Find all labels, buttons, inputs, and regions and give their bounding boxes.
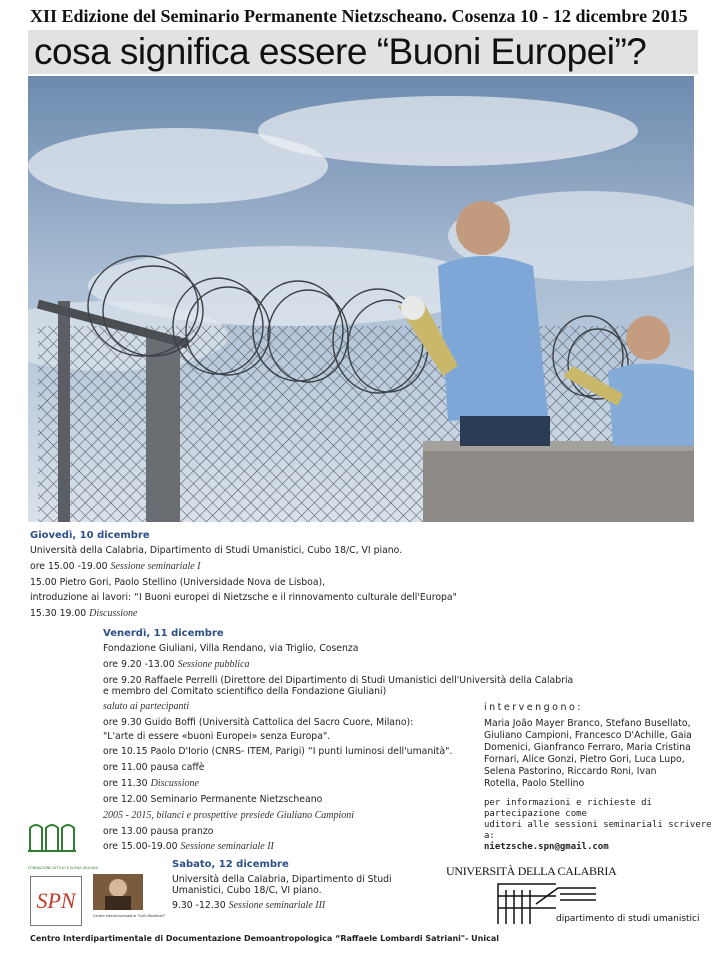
day2-seminario: ore 12.00 Seminario Permanente Nietzscheano xyxy=(103,794,323,805)
day2-public-session xyxy=(103,659,250,671)
day2-discussion-time: ore 11.30 xyxy=(103,778,148,789)
day2-public-time: ore 9.20 -13.00 xyxy=(103,659,175,670)
edition-title: XII Edizione del Seminario Permanente Nietzscheano. Cosenza 10 - 12 dicembre 2015 xyxy=(30,6,688,26)
day2-boffi-title: "L'arte di essere «buoni Europei» senza Europa". xyxy=(103,731,331,742)
day2-perrelli: ore 9.20 Raffaele Perrelli (Direttore del Dipartimento di Studi Umanistici dell'Università della Calabria xyxy=(103,675,574,686)
speakers-list xyxy=(484,718,692,790)
day2-boffi: ore 9.30 Guido Boffi (Università Cattolica del Sacro Cuore, Milano): xyxy=(103,717,414,728)
day3-date: Sabato, 12 dicembre xyxy=(172,859,289,870)
info-line2: uditori alle sessioni seminariali scrivere a: xyxy=(484,820,712,841)
day3-venue-line2: Umanistici, Cubo 18/C, VI piano. xyxy=(172,885,322,896)
day2-bilanci-text: 2005 - 2015, bilanci e prospettive xyxy=(103,810,238,821)
day2-venue: Fondazione Giuliani, Villa Rendano, via Triglio, Cosenza xyxy=(103,643,359,654)
centro-colli-montinari-text: Centro Interuniversitario "Colli-Montinari" xyxy=(93,914,166,918)
day1-date: Giovedì, 10 dicembre xyxy=(30,530,150,541)
speakers-line: Giuliano Campioni, Francesco D'Achille, Gaia xyxy=(484,730,692,741)
day2-session2-time: ore 15.00-19.00 xyxy=(103,841,178,852)
dipartimento-text: dipartimento di studi umanistici xyxy=(556,914,700,924)
info-block xyxy=(484,798,720,853)
fondazione-giuliani-logo xyxy=(28,820,98,870)
spn-logo-text: SPN xyxy=(36,888,76,913)
day1-talk-title: introduzione ai lavori: “I Buoni europei di Nietzsche e il rinnovamento culturale dell'Europa" xyxy=(30,592,457,603)
day2-public-label: Sessione pubblica xyxy=(177,659,250,670)
day1-discussion xyxy=(30,608,138,620)
day2-lunch: ore 13.00 pausa pranzo xyxy=(103,826,214,837)
day1-session1-label: Sessione seminariale I xyxy=(110,561,201,572)
day2-saluto: saluto ai partecipanti xyxy=(103,701,190,712)
centro-colli-montinari-logo xyxy=(93,874,166,918)
day1-session1-time: ore 15.00 -19.00 xyxy=(30,561,108,572)
info-line1: per informazioni e richieste di partecipazione come xyxy=(484,798,652,819)
info-email[interactable]: nietzsche.spn@gmail.com xyxy=(484,842,609,852)
day2-coffee: ore 11.00 pausa caffè xyxy=(103,762,205,773)
day2-session2 xyxy=(103,841,274,853)
day2-discussion-label: Discussione xyxy=(150,778,199,789)
main-title: cosa significa essere “Buoni Europei”? xyxy=(28,30,698,74)
day3-session3 xyxy=(172,900,325,912)
day1-talk: 15.00 Pietro Gori, Paolo Stellino (Universidade Nova de Lisboa), xyxy=(30,577,326,588)
day3-session3-label: Sessione seminariale III xyxy=(228,900,326,911)
day2-iorio: ore 10.15 Paolo D'Iorio (CNRS- ITEM, Parigi) “I punti luminosi dell'umanità". xyxy=(103,746,453,757)
hero-photo xyxy=(28,76,694,522)
day2-discussion xyxy=(103,778,199,790)
day2-presiede: presiede Giuliano Campioni xyxy=(240,810,355,821)
speakers-line: Selena Pastorino, Riccardo Roni, Ivan xyxy=(484,766,657,777)
day3-venue-line1: Università della Calabria, Dipartimento di Studi xyxy=(172,874,392,885)
fondazione-giuliani-text: FONDAZIONE ATTILIO E ELENA GIULIANI xyxy=(28,866,98,870)
day1-session1 xyxy=(30,561,201,573)
day1-discussion-label: Discussione xyxy=(89,608,138,619)
speakers-line: Domenici, Gianfranco Ferraro, Maria Cristina xyxy=(484,742,691,753)
day1-discussion-time: 15.30 19.00 xyxy=(30,608,87,619)
day2-session2-label: Sessione seminariale II xyxy=(180,841,274,852)
speakers-line: Rotella, Paolo Stellino xyxy=(484,778,585,789)
speakers-line: Maria João Mayer Branco, Stefano Busellato, xyxy=(484,718,691,729)
day2-date: Venerdì, 11 dicembre xyxy=(103,628,224,639)
day3-session3-time: 9.30 -12.30 xyxy=(172,900,226,911)
spn-logo xyxy=(30,876,82,926)
day2-perrelli-role: e membro del Comitato scientifico della Fondazione Giuliani) xyxy=(103,686,387,697)
speakers-line: Fornari, Alice Gonzi, Pietro Gori, Luca Lupo, xyxy=(484,754,685,765)
speakers-heading: intervengono: xyxy=(484,702,583,713)
day1-venue: Università della Calabria, Dipartimento di Studi Umanistici, Cubo 18/C, VI piano. xyxy=(30,545,403,556)
day2-bilanci xyxy=(103,810,354,822)
footer-text: Centro Interdipartimentale di Documentazione Demoantropologica “Raffaele Lombardi Satriani"- Unical xyxy=(30,934,499,943)
unical-logo-text: UNIVERSITÀ DELLA CALABRIA xyxy=(446,864,617,878)
